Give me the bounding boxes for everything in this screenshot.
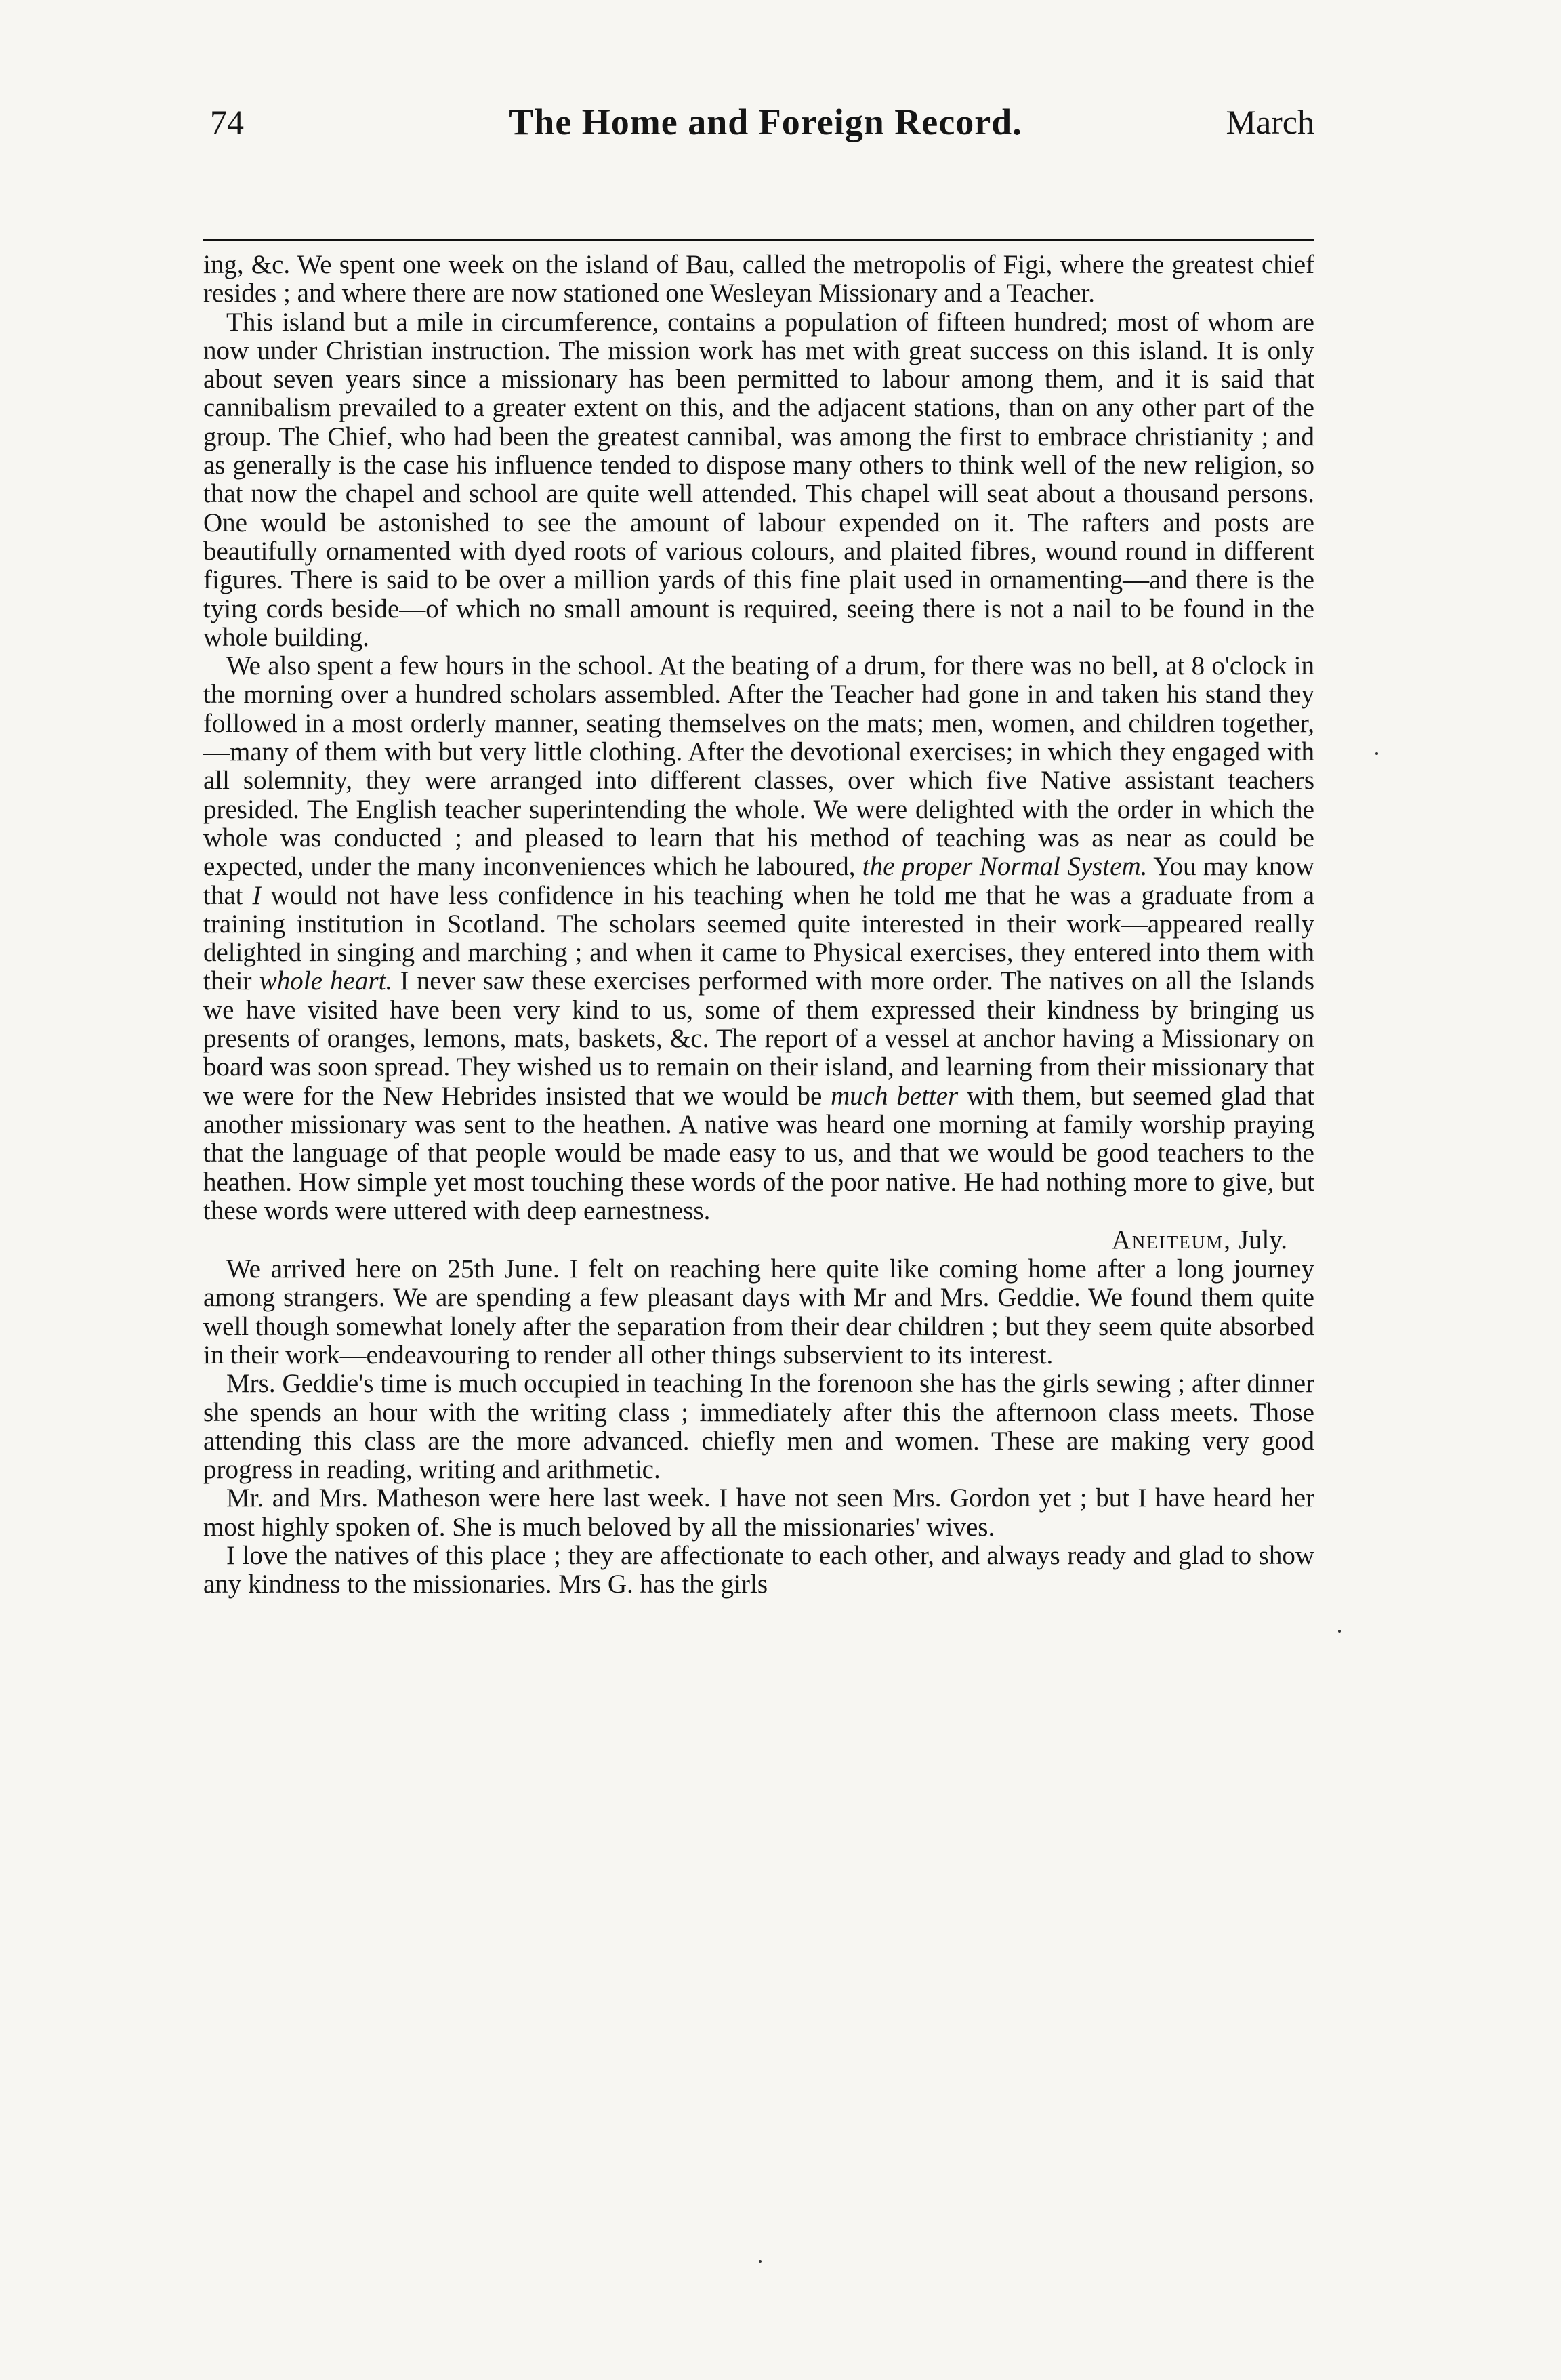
italic-normal-system: the proper Normal System. — [862, 852, 1148, 882]
italic-whole-heart: whole heart. — [259, 966, 393, 996]
print-speck — [759, 2260, 762, 2263]
paragraph-6: Mr. and Mrs. Matheson were here last week. I have not seen Mrs. Gordon yet ; but I have heard her most highly spoken of. She is much beloved by all the missionaries' wives. — [203, 1483, 1314, 1542]
paragraph-3-text-d: I never saw these exercises performed with more order. The natives on all the Islands we have visited have been very kind to us, some of them expressed their kindness by bringing us presents of oranges, lemons, mats, baskets, &c. The report of a vessel at anchor having a Missionary on board was soon spread. They wished us to remain on their island, and learning from their missionary that we were for the New Hebrides insisted that we would be — [203, 966, 1315, 1111]
place-name: Aneiteum, — [1111, 1225, 1232, 1255]
paragraph-7: I love the natives of this place ; they are affectionate to each other, and always ready and glad to show any kindness to the missionaries. Mrs G. has the girls — [203, 1541, 1314, 1599]
header-rule — [203, 239, 1314, 241]
paragraph-3-text-e: with them, but seemed glad that another missionary was sent to the heathen. A native was heard one morning at family worship praying that the language of that people would be made easy to us, and that we would be good teachers to the heathen. How simple yet most touching these words of the poor native. He had nothing more to give, but these words were uttered with deep earnestness. — [203, 1081, 1314, 1225]
italic-much-better: much better — [831, 1081, 959, 1111]
page — [203, 102, 1328, 2304]
paragraph-2: This island but a mile in circumference, contains a population of fifteen hundred; most of whom are now under Christian instruction. The mission work has met with great success on this island. It is only about seven years since a missionary has been permitted to labour among them, and it is said that cannibalism prevailed to a greater extent on this, and the adjacent stations, than on any other part of the group. The Chief, who had been the greatest cannibal, was among the first to embrace christianity ; and as generally is the case his influence tended to dispose many others to think well of the new religion, so that now the chapel and school are quite well attended. This chapel will seat about a thousand persons. One would be astonished to see the amount of labour expended on it. The rafters and posts are beautifully ornamented with dyed roots of various colours, and plaited fibres, wound round in different figures. There is said to be over a million yards of this fine plait used in ornamenting—and there is the tying cords beside—of which no small amount is required, seeing there is not a nail to be found in the whole building. — [203, 307, 1314, 652]
paragraph-3-text-a: We also spent a few hours in the school. At the beating of a drum, for there was no bell, at 8 o'clock in the morning over a hundred scholars assembled. After the Teacher had gone in and taken his stand they followed in a most orderly manner, seating themselves on the mats; men, women, and children together, —many of them with but very little clothing. After the devotional exercises; in which they engaged with all solemnity, they were arranged into different classes, over which five Native assistant teachers presided. The English teacher superintending the whole. We were delighted with the order in which the whole was conducted ; and pleased to learn that his method of teaching was as near as could be expected, under the many inconveniences which he laboured, — [203, 651, 1314, 882]
paragraph-1: ing, &c. We spent one week on the island of Bau, called the metropolis of Figi, where the greatest chief resides ; and where there are now stationed one Wesleyan Missionary and a Teacher. — [203, 250, 1314, 308]
italic-i: I — [252, 880, 262, 910]
print-speck — [1375, 752, 1378, 755]
dateline-date: July. — [1238, 1225, 1287, 1255]
paragraph-3 — [203, 652, 1314, 1225]
paragraph-5: Mrs. Geddie's time is much occupied in teaching In the forenoon she has the girls sewing ; after dinner she spends an hour with the writing class ; immediately after this the afternoon class meets. Those attending this class are the more advanced. chiefly men and women. These are making very good progress in reading, writing and arithmetic. — [203, 1369, 1314, 1485]
paragraph-3-text-b: You may know that — [203, 852, 1314, 910]
article-body — [203, 251, 1314, 1599]
paragraph-4: We arrived here on 25th June. I felt on reaching here quite like coming home after a long journey among strangers. We are spending a few pleasant days with Mr and Mrs. Geddie. We found them quite well though somewhat lonely after the separation from their dear children ; but they seem quite absorbed in their work—endeavouring to render all other things subservient to its interest. — [203, 1254, 1314, 1370]
running-header — [203, 102, 1328, 142]
paragraph-3-text-c: would not have less confidence in his teaching when he told me that he was a graduate from a training institution in Scotland. The scholars seemed quite interested in their work—appeared really delighted in singing and marching ; and when it came to Physical exercises, they entered into them with their — [203, 880, 1315, 996]
running-title: The Home and Foreign Record. — [509, 102, 1022, 142]
dateline — [203, 1225, 1314, 1255]
page-number: 74 — [210, 103, 244, 141]
print-speck — [1338, 1630, 1341, 1633]
month-label: March — [1226, 103, 1314, 141]
